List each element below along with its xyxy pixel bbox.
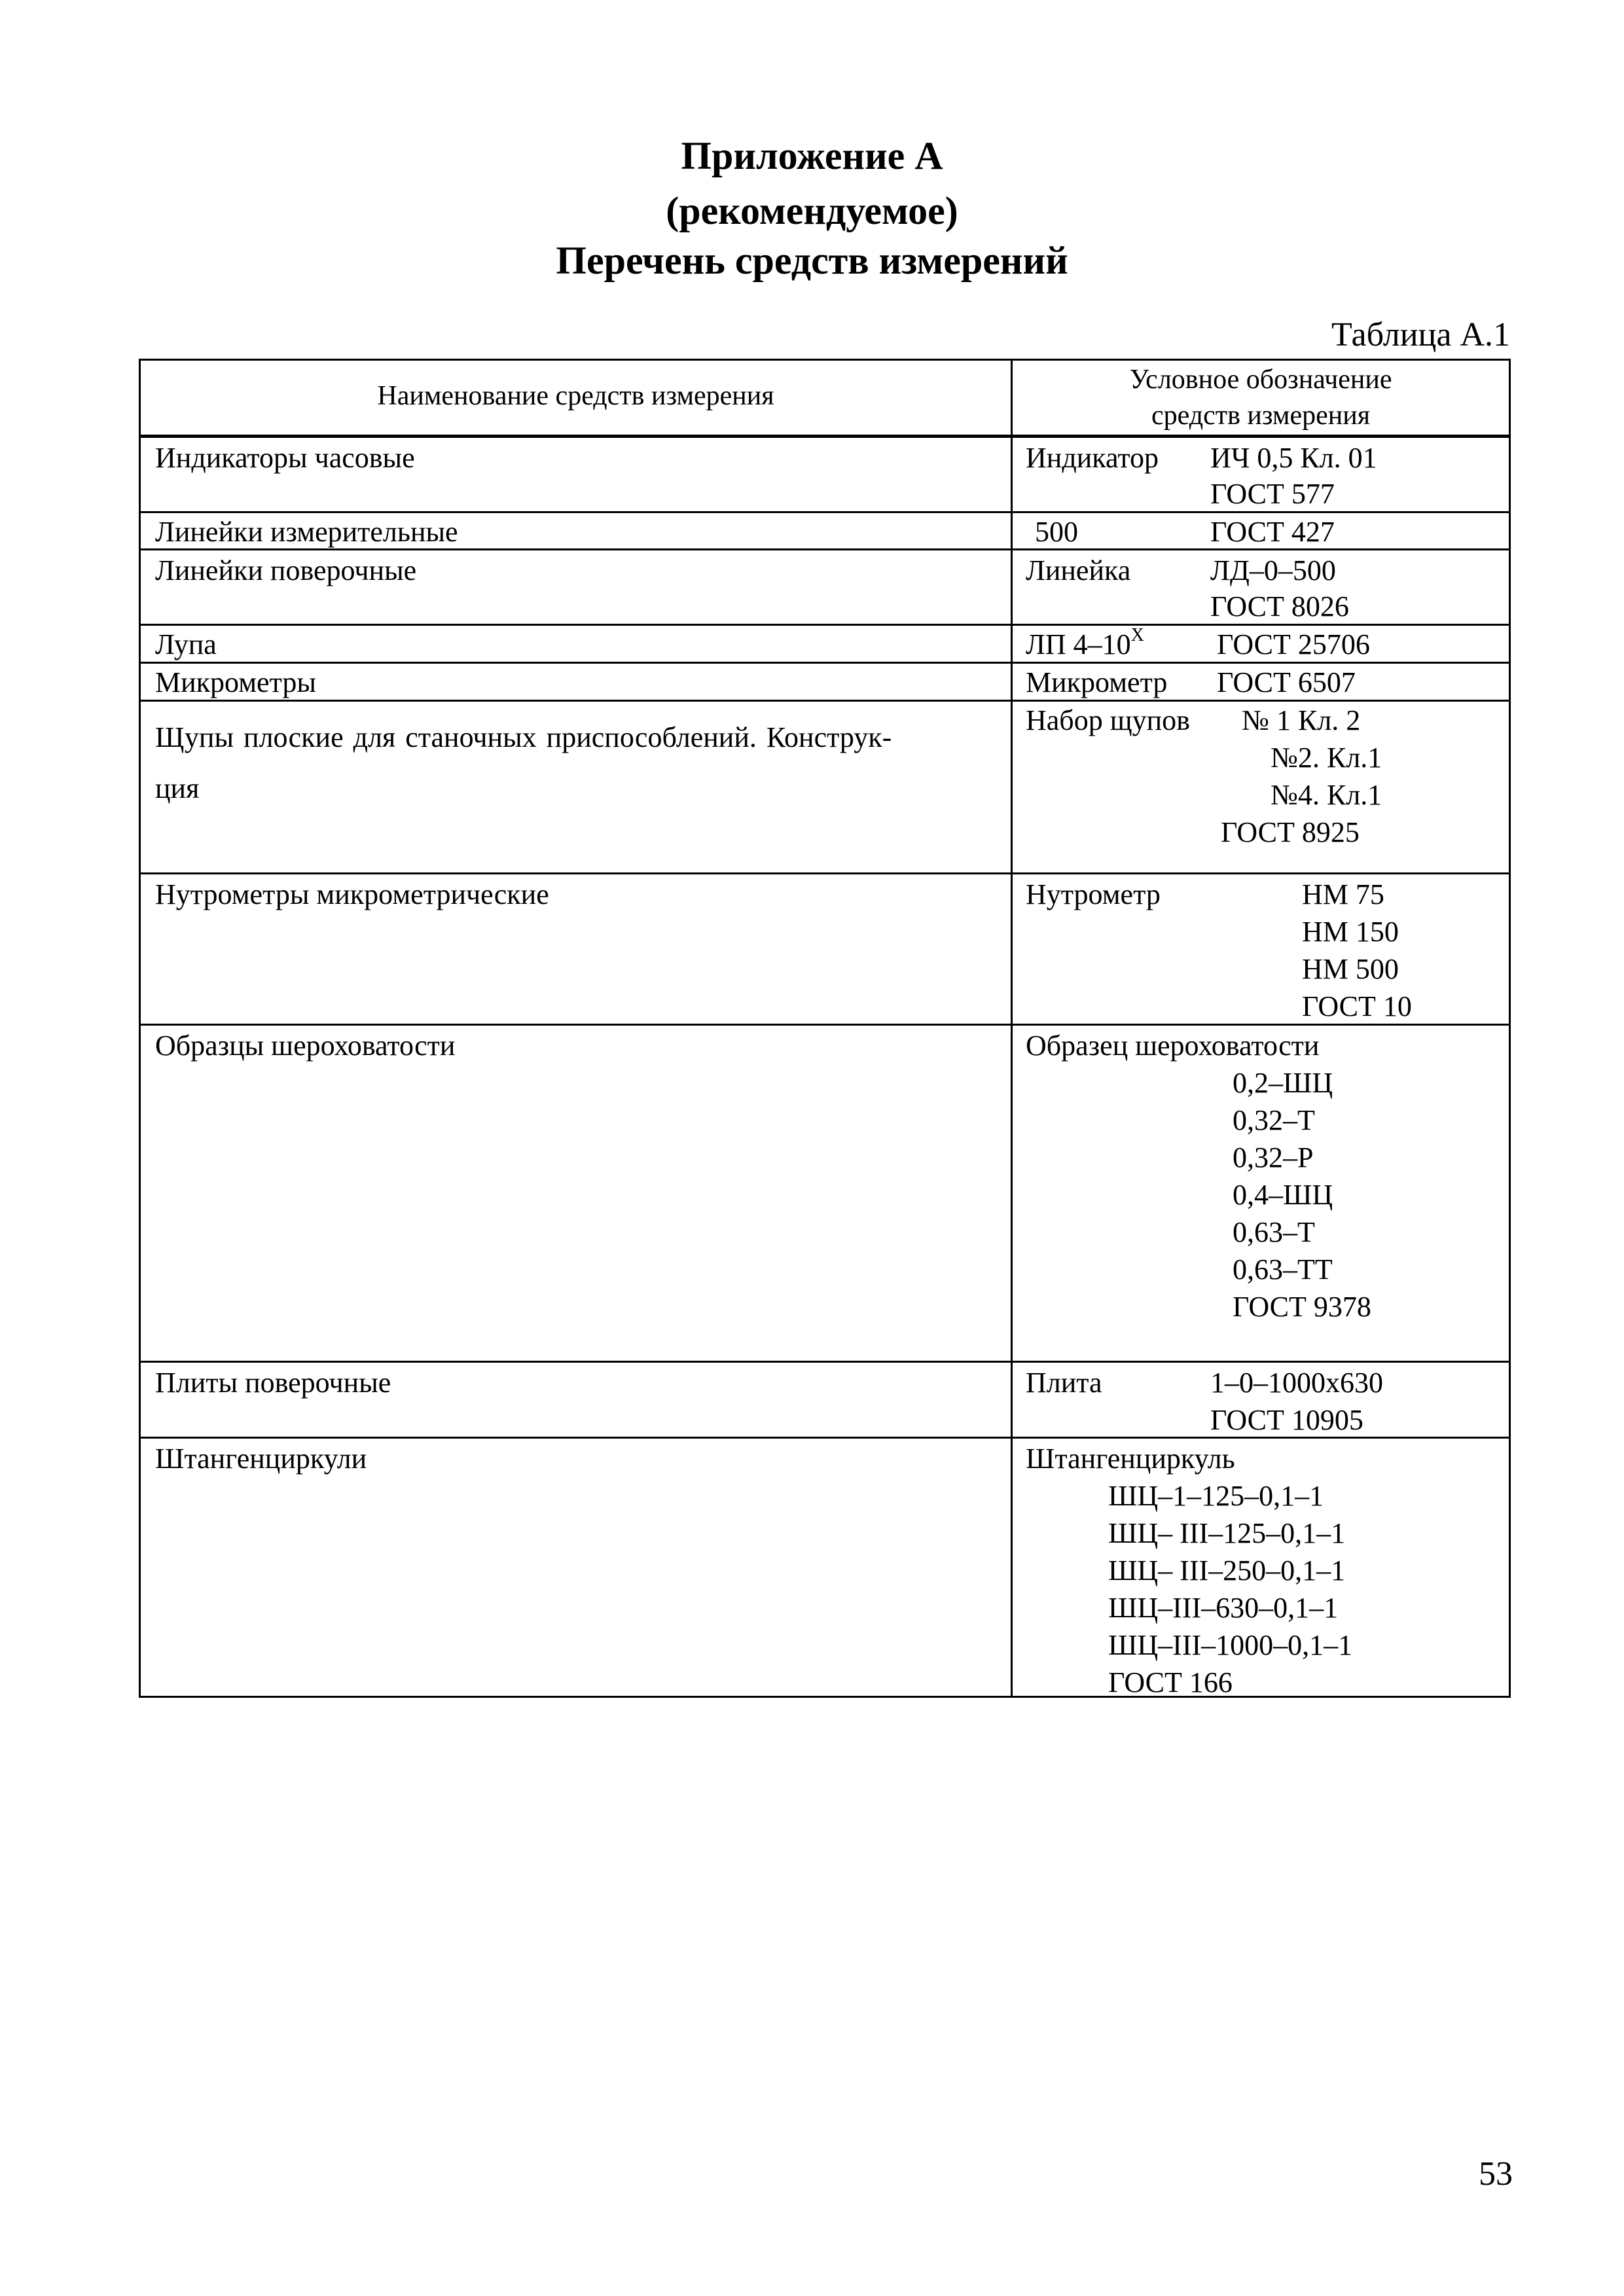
- instrument-name: Индикаторы часовые: [155, 442, 415, 474]
- designation-cell: [1013, 438, 1511, 511]
- designation-line: 1–0–1000х630: [1210, 1367, 1383, 1399]
- designation-cell: [1013, 1026, 1511, 1361]
- designation-cell: [1013, 874, 1511, 1024]
- designation-line: ШЦ–III–630–0,1–1: [1108, 1592, 1339, 1624]
- designation-line: ИЧ 0,5 Кл. 01: [1210, 442, 1377, 474]
- designation-cell: [1013, 1439, 1511, 1696]
- designation-line: ШЦ– III–250–0,1–1: [1108, 1554, 1346, 1587]
- designation-line: ГОСТ 8925: [1221, 816, 1360, 848]
- instrument-name: Лупа: [155, 628, 217, 660]
- name-cell: [141, 626, 1013, 662]
- measuring-instruments-table: [139, 359, 1511, 1698]
- table-row: [141, 1026, 1511, 1363]
- designation-line: № 1 Кл. 2: [1242, 704, 1361, 736]
- designation-line: ГОСТ 8026: [1210, 590, 1349, 622]
- table-row: [141, 626, 1511, 664]
- instrument-name: Образцы шероховатости: [155, 1030, 456, 1062]
- designation-line: ШЦ–III–1000–0,1–1: [1108, 1629, 1353, 1661]
- name-cell: [141, 874, 1013, 1024]
- designation-line: 0,2–ШЦ: [1233, 1067, 1333, 1099]
- designation-line: ГОСТ 10: [1302, 990, 1412, 1022]
- designation-cell: [1013, 513, 1511, 548]
- name-cell: [141, 1439, 1013, 1696]
- designation-line: ГОСТ 166: [1108, 1666, 1233, 1698]
- appendix-status: (рекомендуемое): [666, 189, 958, 232]
- designation-line: ШЦ– III–125–0,1–1: [1108, 1517, 1346, 1549]
- designation-model: ЛП 4–10: [1026, 628, 1131, 660]
- instrument-name-line: Щупы плоские для станочных приспособлений. Конструк-: [155, 721, 892, 753]
- designation-line: ЛД–0–500: [1210, 554, 1336, 586]
- designation-line: ГОСТ 25706: [1217, 628, 1370, 660]
- designation-cell: [1013, 626, 1511, 662]
- designation-line: ГОСТ 6507: [1217, 666, 1356, 698]
- table-row: [141, 702, 1511, 874]
- table-row: [141, 664, 1511, 702]
- instrument-name: Линейки измерительные: [155, 516, 458, 548]
- designation-line: НМ 500: [1302, 953, 1399, 985]
- designation-line: №2. Кл.1: [1271, 742, 1382, 774]
- instrument-name-line: ция: [155, 772, 200, 804]
- designation-cell: [1013, 550, 1511, 624]
- table-row: [141, 874, 1511, 1026]
- appendix-subject: Перечень средств измерений: [556, 239, 1068, 282]
- designation-line: ГОСТ 9378: [1233, 1291, 1371, 1323]
- instrument-name: Штангенциркули: [155, 1443, 367, 1475]
- designation-line: НМ 75: [1302, 878, 1384, 910]
- table-header-row: [141, 361, 1511, 438]
- designation-line: 0,63–ТТ: [1233, 1253, 1333, 1285]
- header-cell-designation: [1013, 361, 1511, 435]
- designation-line: Набор щупов: [1026, 704, 1190, 736]
- designation-line: 0,4–ШЦ: [1233, 1179, 1333, 1211]
- table-row: [141, 550, 1511, 626]
- name-cell: [141, 702, 1013, 872]
- header-cell-name: [141, 361, 1013, 435]
- designation-line: Плита: [1026, 1367, 1102, 1399]
- designation-line: Нутрометр: [1026, 878, 1161, 910]
- name-cell: [141, 438, 1013, 511]
- designation-line: №4. Кл.1: [1271, 779, 1382, 811]
- header-name-label: Наименование средств измерения: [377, 381, 774, 411]
- name-cell: [141, 550, 1013, 624]
- designation-line: Индикатор: [1026, 442, 1159, 474]
- designation-line: 0,32–Т: [1233, 1104, 1315, 1136]
- table-row: [141, 1363, 1511, 1439]
- designation-line: ШЦ–1–125–0,1–1: [1108, 1480, 1324, 1512]
- designation-line: ГОСТ 10905: [1210, 1404, 1363, 1436]
- page-number: 53: [1479, 2155, 1513, 2193]
- table-row: [141, 1439, 1511, 1698]
- designation-line: Штангенциркуль: [1026, 1443, 1235, 1475]
- instrument-name: Нутрометры микрометрические: [155, 878, 549, 910]
- designation-line: Микрометр: [1026, 666, 1168, 698]
- instrument-name: Микрометры: [155, 666, 316, 698]
- name-cell: [141, 513, 1013, 548]
- designation-line: 500: [1035, 516, 1078, 548]
- designation-cell: [1013, 1363, 1511, 1437]
- designation-line: 0,32–Р: [1233, 1141, 1314, 1174]
- designation-line: НМ 150: [1302, 916, 1399, 948]
- instrument-name: Линейки поверочные: [155, 554, 417, 586]
- designation-superscript: Х: [1130, 625, 1144, 646]
- name-cell: [141, 664, 1013, 700]
- table-caption: Таблица А.1: [1331, 316, 1510, 353]
- appendix-title: Приложение А: [681, 134, 943, 177]
- instrument-name: Плиты поверочные: [155, 1367, 391, 1399]
- designation-cell: [1013, 664, 1511, 700]
- designation-line: Линейка: [1026, 554, 1131, 586]
- header-designation-label-line1: Условное обозначение: [1129, 365, 1392, 395]
- name-cell: [141, 1026, 1013, 1361]
- designation-cell: [1013, 702, 1511, 872]
- designation-line: ГОСТ 577: [1210, 478, 1335, 510]
- designation-line: [1026, 626, 1144, 663]
- header-designation-label-line2: средств измерения: [1151, 401, 1371, 431]
- designation-line: Образец шероховатости: [1026, 1030, 1320, 1062]
- name-cell: [141, 1363, 1013, 1437]
- table-row: [141, 438, 1511, 513]
- designation-line: ГОСТ 427: [1210, 516, 1335, 548]
- designation-line: 0,63–Т: [1233, 1216, 1315, 1248]
- table-row: [141, 513, 1511, 550]
